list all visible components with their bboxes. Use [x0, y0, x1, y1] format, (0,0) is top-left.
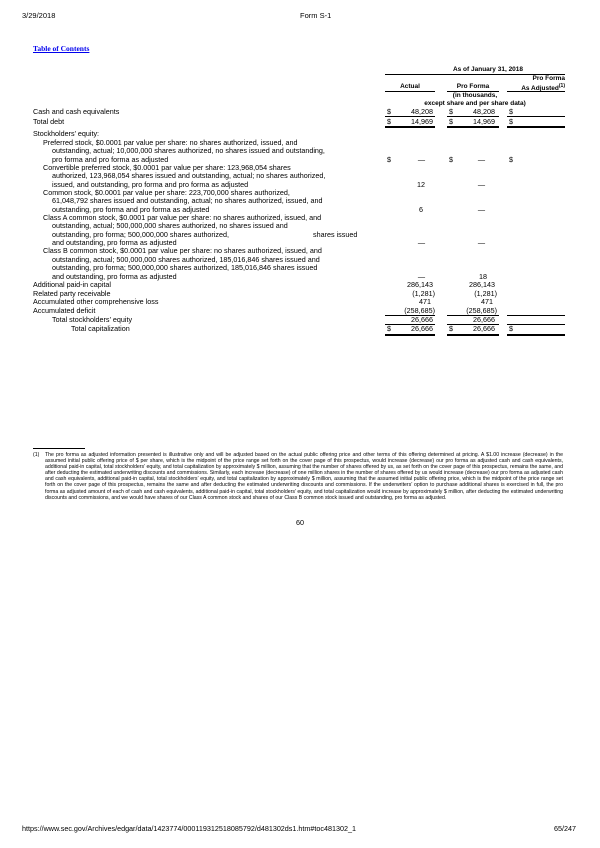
total-double-rule: [447, 334, 499, 336]
dollar-sign: $: [509, 324, 513, 333]
row-label: outstanding, actual; 500,000,000 shares authorized, no shares issued and: [52, 221, 288, 230]
footnote-separator: [33, 448, 85, 449]
period-header: As of January 31, 2018: [452, 66, 524, 73]
dollar-sign: $: [387, 155, 391, 164]
debt-actual: 14,969: [411, 117, 433, 126]
pro-forma-header: Pro Forma: [456, 83, 490, 90]
row-label: and outstanding, pro forma as adjusted: [52, 238, 177, 247]
related-actual: (1,281): [412, 289, 435, 298]
preferred-pro-forma: —: [477, 155, 485, 164]
preferred-actual: —: [417, 155, 425, 164]
section-heading: Stockholders’ equity:: [33, 129, 100, 138]
row-label: Cash and cash equivalents: [33, 107, 120, 116]
row-label: outstanding, pro forma; 500,000,000 shares authorized, 185,016,846 shares issued: [52, 263, 318, 272]
total-double-rule: [507, 334, 565, 336]
print-header-date: 3/29/2018: [22, 11, 56, 20]
footnote-ref: (1): [558, 83, 565, 89]
footnote-text: The pro forma as adjusted information presented is illustrative only and will be adjusted based on the actual public offering price and other terms of this offering determined at pricing. A $1.00 increase (decrease) in the assumed initial public offering price of $ per share, which is the midpoint of the price range set forth on the cover page of this prospectus, would increase (decrease) our pro forma as adjusted cash and cash equivalents, additional paid-in capital, total stockholders’ equity, and total capitalization by approximately $ million, assuming that the number of shares offered by us, as set forth on the cover page of this prospectus, remains the same, and after deducting the estimated underwriting discounts and commissions. Similarly, each increase (decrease) of one million shares in the number of shares offered by us would increase (decrease) our pro forma as adjusted cash and cash equivalents, additional paid-in capital, total stockholders’ equity, and total capitalization by approximately $ million, assuming that the assumed initial public offering price, which is the midpoint of the price range set forth on the cover page of this prospectus, remains the same and after deducting the estimated underwriting discounts and commissions. If the underwriters’ option to purchase additional shares is exercised in full, the pro forma as adjusted amount of each of cash and cash equivalents, additional paid-in capital, total stockholders’ equity, and total capitalization would increase by approximately $ million, after deducting the estimated underwriting discounts and commissions, and we would have shares of our Class A common stock and shares of our Class B common stock issued and outstanding, pro forma as adjusted.: [45, 452, 563, 501]
row-label: Preferred stock, $0.0001 par value per share: no shares authorized, issued, and: [43, 138, 298, 147]
apic-pro-forma: 286,143: [469, 280, 495, 289]
class-b-actual: —: [417, 272, 425, 281]
dollar-sign: $: [387, 117, 391, 126]
cash-actual: 48,208: [411, 107, 433, 116]
dollar-sign: $: [387, 107, 391, 116]
row-label: Accumulated other comprehensive loss: [33, 297, 159, 306]
common-actual: 6: [419, 205, 423, 214]
row-label: and outstanding, pro forma as adjusted: [52, 272, 177, 281]
row-label: Total debt: [33, 117, 65, 126]
class-a-actual: —: [417, 238, 425, 247]
dollar-sign: $: [509, 107, 513, 116]
total-cap-pro-forma: 26,666: [473, 324, 495, 333]
row-label: issued, and outstanding, pro forma and pro forma as adjusted: [52, 180, 249, 189]
row-label: Convertible preferred stock, $0.0001 par value per share: 123,968,054 shares: [43, 163, 291, 172]
aoci-actual: 471: [419, 297, 431, 306]
units-header-line2: except share and per share data): [424, 100, 526, 107]
class-a-pro-forma: —: [477, 238, 485, 247]
class-b-pro-forma: 18: [479, 272, 487, 281]
deficit-pro-forma: (258,685): [466, 306, 497, 315]
apic-actual: 286,143: [407, 280, 433, 289]
total-equity-pro-forma: 26,666: [473, 315, 495, 324]
dollar-sign: $: [387, 324, 391, 333]
row-label: outstanding, pro forma and pro forma as adjusted: [52, 205, 210, 214]
dollar-sign: $: [449, 324, 453, 333]
footnote-marker: (1): [33, 452, 40, 458]
row-label: outstanding, pro forma; 500,000,000 shares authorized,: [52, 230, 230, 239]
convertible-pro-forma: —: [477, 180, 485, 189]
footer-page-count: 65/247: [554, 824, 576, 833]
debt-double-rule: [447, 126, 499, 128]
dollar-sign: $: [449, 155, 453, 164]
row-label: Accumulated deficit: [33, 306, 96, 315]
related-pro-forma: (1,281): [474, 289, 497, 298]
row-label: shares issued: [313, 230, 358, 239]
row-label: Total capitalization: [71, 324, 130, 333]
debt-double-rule: [385, 126, 435, 128]
equity-rule: [507, 324, 565, 325]
row-label: authorized, 123,968,054 shares issued and outstanding, actual; no shares authorized,: [52, 171, 326, 180]
dollar-sign: $: [509, 155, 513, 164]
row-label: outstanding, actual; 500,000,000 shares authorized, 185,016,846 shares issued and: [52, 255, 320, 264]
print-header-title: Form S-1: [300, 11, 332, 20]
debt-pro-forma: 14,969: [473, 117, 495, 126]
as-adjusted-header-text: As Adjusted: [521, 85, 559, 93]
row-label: 61,048,792 shares issued and outstanding, actual; no shares authorized, issued, and: [52, 196, 323, 205]
total-double-rule: [385, 334, 435, 336]
dollar-sign: $: [509, 117, 513, 126]
debt-double-rule: [507, 126, 565, 128]
page-number: 60: [296, 518, 304, 527]
cash-rule: [507, 116, 565, 117]
row-label: Total stockholders’ equity: [52, 315, 133, 324]
actual-header: Actual: [400, 83, 420, 90]
dollar-sign: $: [449, 107, 453, 116]
row-label: Class B common stock, $0.0001 par value per share: no shares authorized, issued, and: [43, 246, 322, 255]
row-label: Additional paid-in capital: [33, 280, 111, 289]
cash-pro-forma: 48,208: [473, 107, 495, 116]
row-label: pro forma and pro forma as adjusted: [52, 155, 169, 164]
row-label: Related party receivable: [33, 289, 111, 298]
deficit-rule: [507, 315, 565, 316]
aoci-pro-forma: 471: [481, 297, 493, 306]
row-label: outstanding, actual; 10,000,000 shares authorized, no shares issued and outstanding,: [52, 146, 325, 155]
deficit-actual: (258,685): [404, 306, 435, 315]
convertible-actual: 12: [417, 180, 425, 189]
row-label: Common stock, $0.0001 par value per share: 223,700,000 shares authorized,: [43, 188, 290, 197]
table-of-contents-link[interactable]: Table of Contents: [33, 44, 90, 53]
footer-url: https://www.sec.gov/Archives/edgar/data/1423774/000119312518085792/d481302ds1.htm#toc481302_1: [22, 824, 356, 833]
total-equity-actual: 26,666: [411, 315, 433, 324]
common-pro-forma: —: [477, 205, 485, 214]
as-adjusted-header-line1: Pro Forma: [532, 75, 565, 82]
dollar-sign: $: [449, 117, 453, 126]
total-cap-actual: 26,666: [411, 324, 433, 333]
row-label: Class A common stock, $0.0001 par value per share: no shares authorized, issued, and: [43, 213, 322, 222]
units-header-line1: (in thousands,: [452, 92, 498, 99]
